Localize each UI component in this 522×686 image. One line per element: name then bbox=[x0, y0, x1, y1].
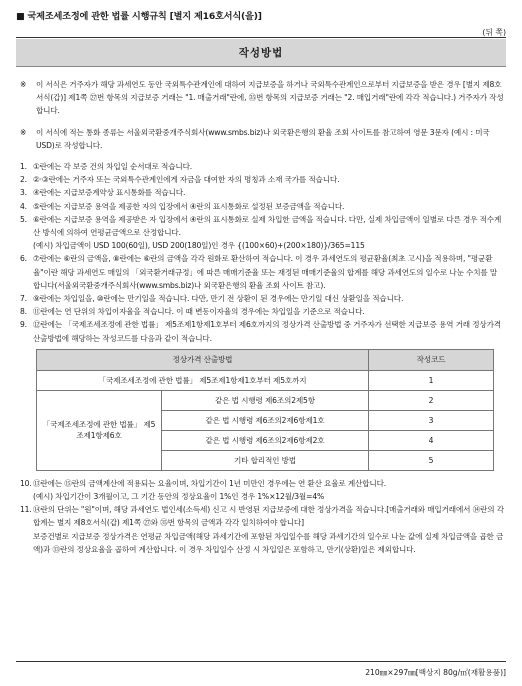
form-title: ■ 국제조세조정에 관한 법률 시행규칙 [별지 제16호서식(을)] bbox=[16, 11, 262, 22]
item-example: (예시) 차입기간이 3개월이고, 그 기간 동안의 정상요율이 1%인 경우 1%×12월/3월=4% bbox=[33, 492, 325, 502]
note-text: 이 서식은 거주자가 해당 과세연도 동안 국외특수관계인에 대하여 지급보증을 하거나 국외특수관계인으로부터 지급보증을 받은 경우 [별지 제8호서식(갑)] 제1쪽 ㉗번 항목의 지급보증 거래는 "1. 매출거래"란에, ㉟번 항목의 지급보증 거래는 "2. 매입거래"란에 각각 적습니다.) 거주자가 작성합니다. bbox=[36, 80, 504, 116]
note-item bbox=[20, 126, 504, 152]
instructions-body bbox=[20, 78, 504, 556]
item-text: ⑪란에는 연 단위의 차입이자율을 적습니다. 이 때 변동이자율의 경우에는 차입일을 기준으로 적습니다. bbox=[33, 307, 365, 317]
item-text: ⑨란에는 차입일을, ⑩란에는 만기일을 적습니다. 다만, 만기 전 상환이 된 경우에는 만기일 대신 상환일을 적습니다. bbox=[33, 294, 404, 304]
method-cell: 「국제조세조정에 관한 법률」 제5조제1항제1호부터 제5호까지 bbox=[37, 370, 369, 390]
method-cell: 기타 합리적인 방법 bbox=[162, 450, 369, 470]
item-number: 3. bbox=[20, 188, 27, 198]
list-item bbox=[20, 318, 504, 344]
item-number: 7. bbox=[20, 294, 27, 304]
item-text: ⑫란에는 「국제조세조정에 관한 법률」 제5조제1항제1호부터 제6호까지의 정상가격 산출방법 중 거주자가 선택한 지급보증 용역 거래 정상가격 산출방법에 해당하는 작성코드를 다음과 같이 적습니다. bbox=[33, 320, 501, 343]
code-cell: 4 bbox=[369, 430, 494, 450]
item-text: ⑥란에는 지급보증 용역을 제공받은 자 입장에서 ④란의 표시통화로 실제 차입한 금액을 적습니다. 다만, 실제 차입금액이 일별로 다른 경우 적수계산 방식에 의하여 연평균금액으로 산정합니다. bbox=[33, 214, 502, 238]
code-cell: 3 bbox=[369, 410, 494, 430]
item-text: ⑭란의 단위는 "원"이며, 해당 과세연도 법인세(소득세) 신고 시 반영된 지급보증에 대한 정상가격을 적습니다.[매출거래와 매입거래에서 ⑭란의 각 합계는 별지 제8호서식(갑) 제1쪽 ㉗와 ㉟번 항목의 금액과 각각 일치하여야 합니다] bbox=[33, 505, 504, 528]
top-divider bbox=[16, 37, 506, 38]
list-item bbox=[20, 173, 504, 186]
item-number: 6. bbox=[20, 254, 27, 264]
note-text: 이 서식에 적는 통화 종류는 서울외국환중개주식회사(www.smbs.biz)나 외국환은행의 환율 조회 사이트를 참고하여 영문 3문자 (예시 : 미국 USD)로 작성합니다. bbox=[36, 127, 490, 150]
method-group-cell: 「국제조세조정에 관한 법률」 제5조제1항제6호 bbox=[37, 390, 162, 470]
table-row bbox=[37, 390, 494, 410]
note-item bbox=[20, 78, 504, 118]
item-text: ⑦란에는 ⑥란의 금액을, ⑧란에는 ⑥란의 금액을 각각 원화로 환산하여 적습니다. 이 경우 과세연도의 평균환율(최초 고시)을 적용하며, "평균환율"이란 해당 과세연도 매일의 「외국환거래규정」에 따른 매매기준율 또는 재정된 매매기준율의 합계를 해당 과세연도의 일수로 나눈 수치를 말합니다(서울외국환중개주식회사(www.smbs.biz)나 외국환은행의 환율 조회 사이트 참고). bbox=[33, 254, 498, 290]
item-text: 보증건별로 지급보증 정상가격은 연평균 차입금액(해당 과세기간에 포함된 차입일수를 해당 과세기간의 일수로 나눈 값에 실제 차입금액을 곱한 금액)과 ⑬란의 정상요율을 곱하여 계산합니다. 이 경우 차입일수 산정 시 차입일은 포함하고, 만기(상환)일은 제외합니다. bbox=[33, 531, 504, 554]
list-item bbox=[20, 477, 504, 503]
table-header-code: 작성코드 bbox=[369, 349, 494, 370]
item-text: ⑤란에는 지급보증 용역을 제공한 자의 입장에서 ④란의 표시통화로 설정된 보증금액을 적습니다. bbox=[33, 201, 345, 211]
list-item bbox=[20, 160, 504, 173]
item-text: ④란에는 지급보증계약상 표시통화를 적습니다. bbox=[33, 188, 186, 198]
method-cell: 같은 법 시행령 제6조의2제6항제2호 bbox=[162, 430, 369, 450]
table-header-row bbox=[37, 349, 494, 370]
page-side-label: (뒤 쪽) bbox=[482, 28, 506, 37]
method-cell: 같은 법 시행령 제6조의2제5항 bbox=[162, 390, 369, 410]
item-number: 1. bbox=[20, 162, 27, 172]
code-cell: 2 bbox=[369, 390, 494, 410]
list-item bbox=[20, 503, 504, 556]
list-item bbox=[20, 186, 504, 199]
item-number: 11. bbox=[20, 505, 32, 515]
table-header-method: 정상가격 산출방법 bbox=[37, 349, 369, 370]
item-number: 4. bbox=[20, 201, 27, 211]
section-title: 작성방법 bbox=[16, 39, 506, 67]
reference-mark-icon: ※ bbox=[20, 80, 27, 89]
list-item bbox=[20, 292, 504, 305]
item-text: ①란에는 각 보증 건의 차입일 순서대로 적습니다. bbox=[33, 162, 193, 172]
list-item bbox=[20, 200, 504, 213]
pricing-method-code-table bbox=[36, 349, 494, 471]
item-example: (예시) 차입금액이 USD 100(60일), USD 200(180일)인 경우 {(100×60)+(200×180)}/365=115 bbox=[33, 241, 365, 251]
reference-mark-icon: ※ bbox=[20, 127, 27, 137]
instruction-list bbox=[20, 160, 504, 345]
item-number: 2. bbox=[20, 175, 27, 185]
list-item bbox=[20, 305, 504, 318]
item-text: ②·③란에는 거주자 또는 국외특수관계인에게 자금을 대여한 자의 명칭과 소재 국가를 적습니다. bbox=[33, 175, 340, 185]
code-cell: 5 bbox=[369, 450, 494, 470]
item-number: 5. bbox=[20, 214, 27, 224]
item-number: 9. bbox=[20, 320, 27, 330]
item-number: 8. bbox=[20, 307, 27, 317]
item-text: ⑬란에는 ⑮란의 금액계산에 적용되는 요율이며, 차입기간이 1년 미만인 경우에는 연 환산 요율로 계산합니다. bbox=[33, 478, 387, 488]
item-number: 10. bbox=[20, 478, 32, 488]
list-item bbox=[20, 252, 504, 292]
instruction-list-continued bbox=[20, 477, 504, 556]
method-cell: 같은 법 시행령 제6조의2제6항제1호 bbox=[162, 410, 369, 430]
code-cell: 1 bbox=[369, 370, 494, 390]
paper-spec: 210㎜×297㎜[백상지 80g/㎡(재활용품)] bbox=[365, 668, 506, 677]
bottom-divider bbox=[16, 661, 506, 662]
table-row bbox=[37, 370, 494, 390]
list-item bbox=[20, 213, 504, 253]
